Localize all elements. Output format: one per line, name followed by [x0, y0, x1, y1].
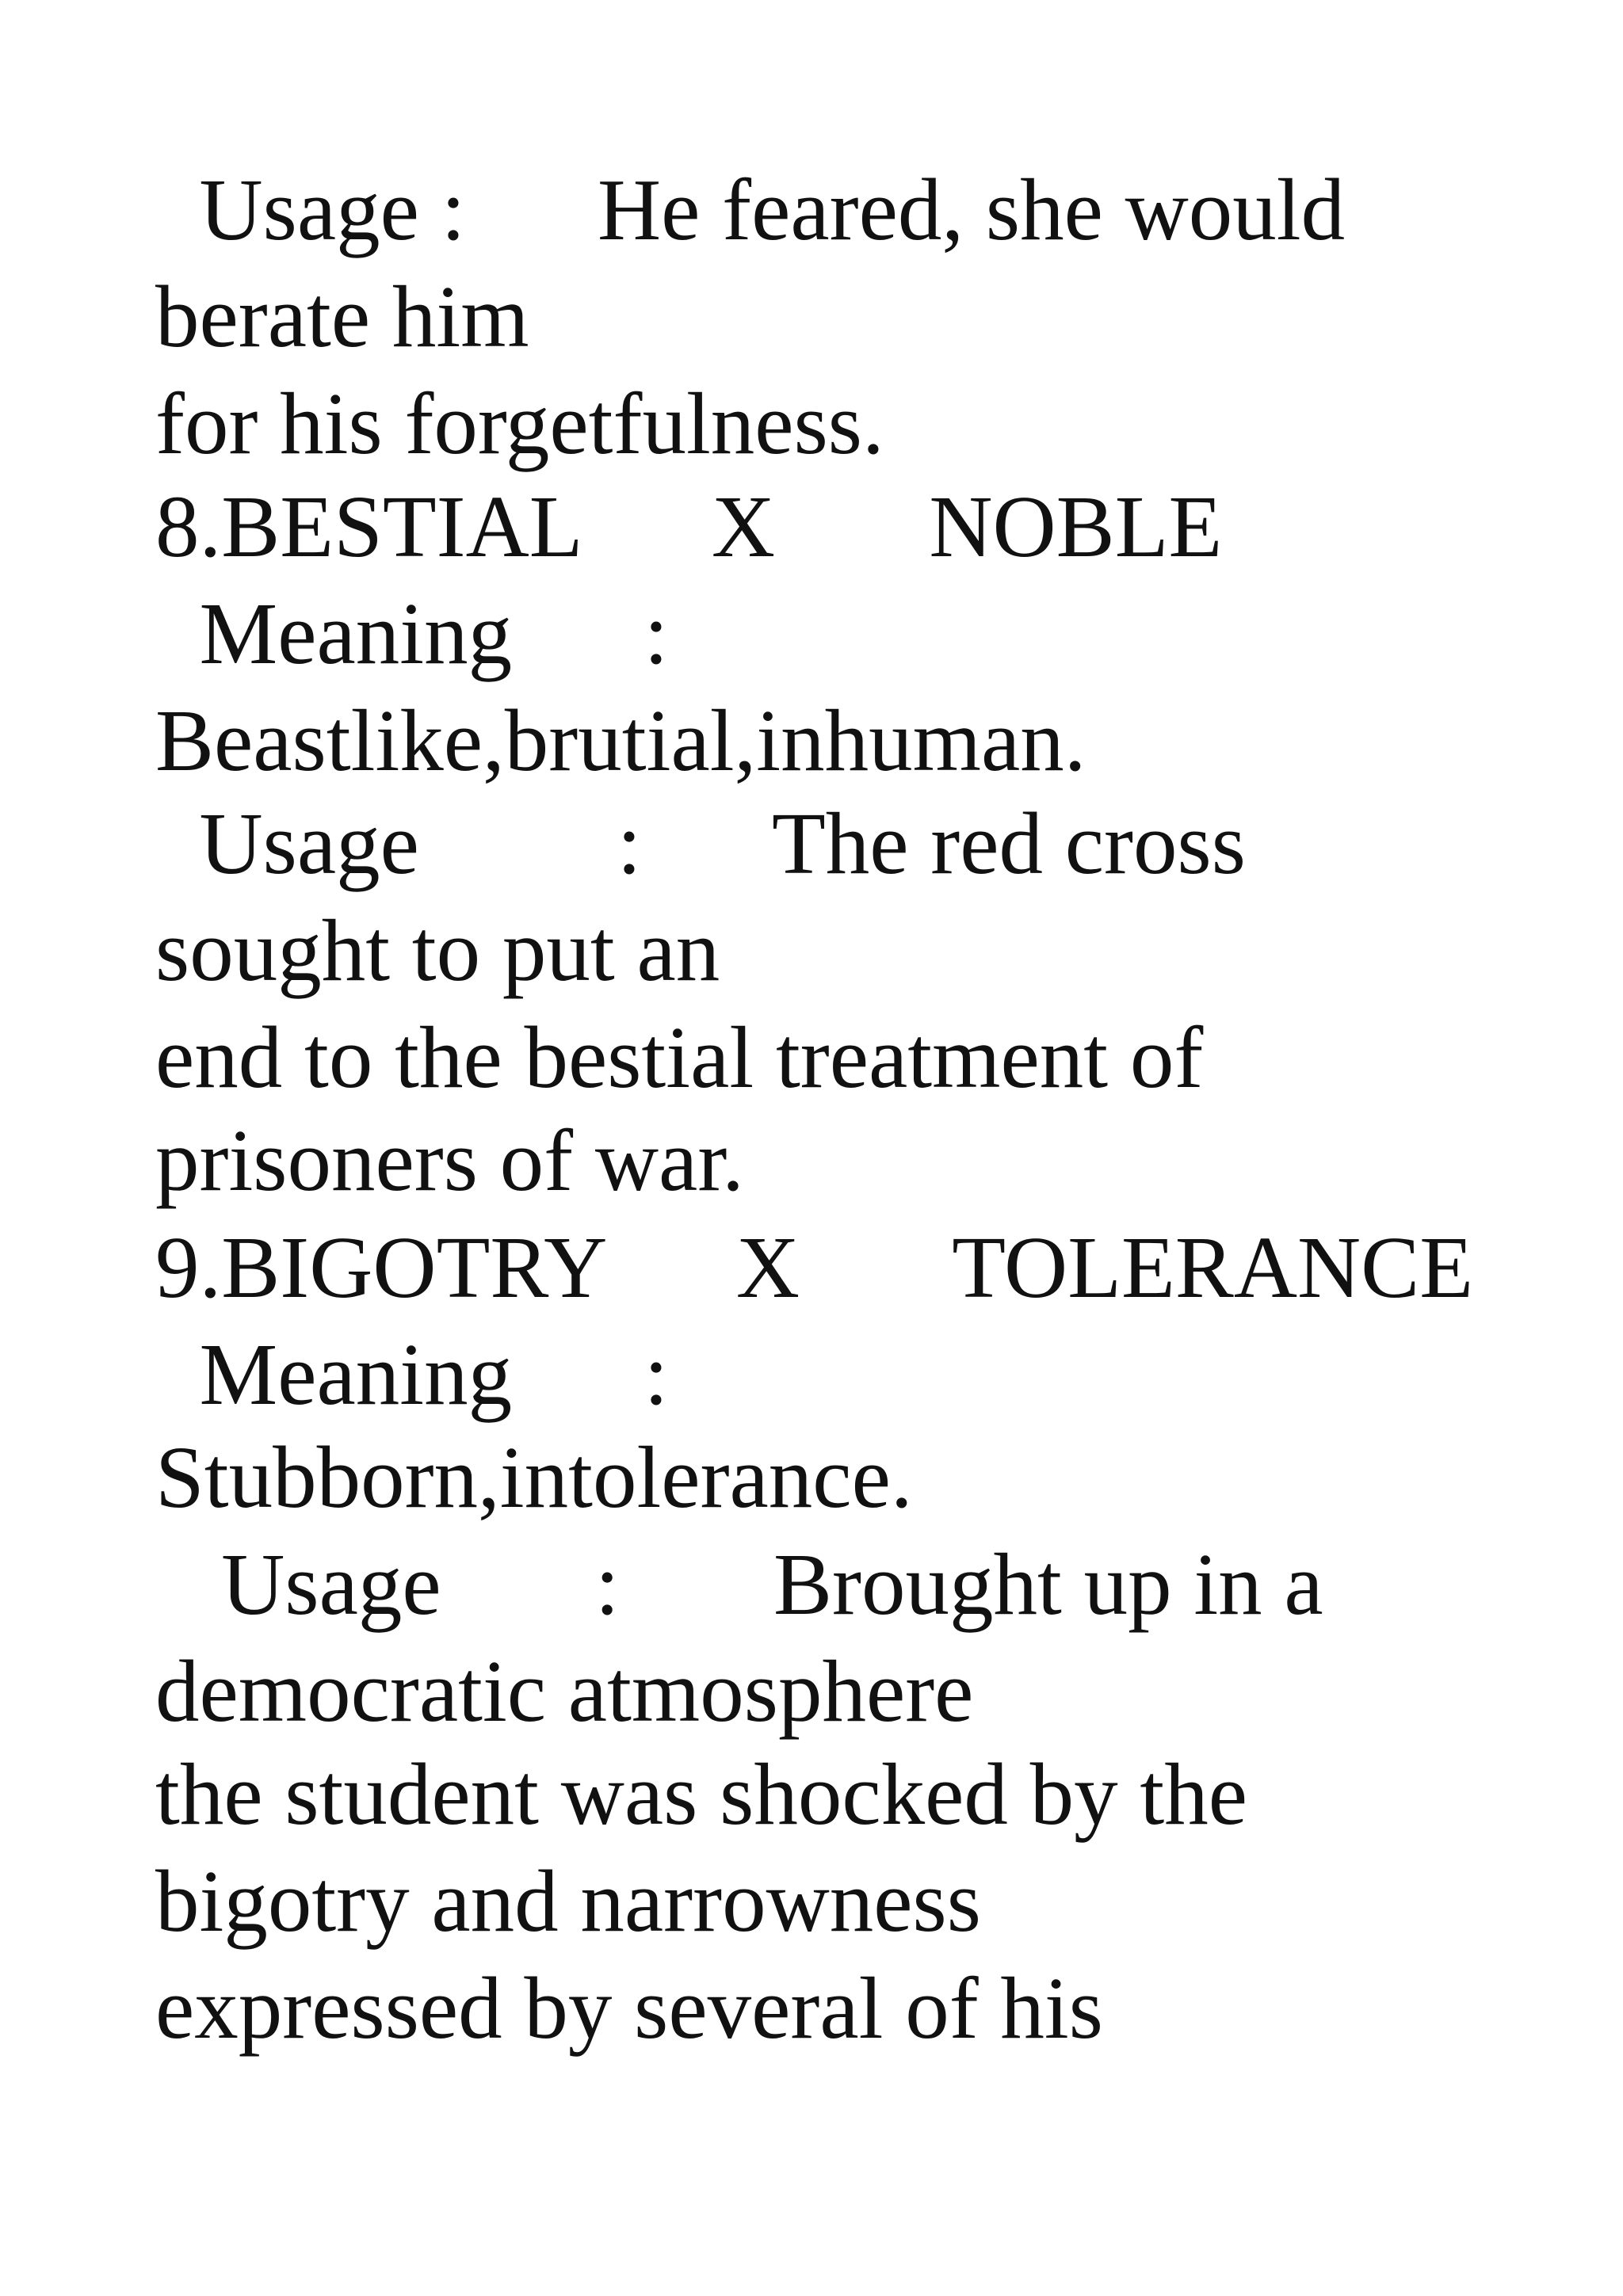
- text-line: end to the bestial treatment of: [155, 1009, 1204, 1107]
- text-line: sought to put an: [155, 902, 720, 1000]
- text-line: for his forgetfulness.: [155, 376, 884, 473]
- usage-line-bestial: Usage : The red cross: [155, 795, 1246, 893]
- meaning-text-bestial: Beastlike,brutial,inhuman.: [155, 692, 1086, 790]
- text-line-usage-berate: Usage : He feared, she would: [155, 162, 1346, 259]
- text-line: prisoners of war.: [155, 1112, 744, 1210]
- text-line: berate him: [155, 269, 529, 366]
- meaning-label: Meaning :: [155, 1326, 669, 1424]
- usage-line-bigotry: Usage : Brought up in a: [155, 1536, 1323, 1634]
- text-line: bigotry and narrowness: [155, 1853, 981, 1951]
- text-line: democratic atmosphere: [155, 1643, 974, 1741]
- text-line: expressed by several of his: [155, 1960, 1103, 2058]
- text-line: the student was shocked by the: [155, 1746, 1247, 1844]
- meaning-label: Meaning :: [155, 585, 669, 683]
- meaning-text-bigotry: Stubborn,intolerance.: [155, 1429, 913, 1527]
- entry-heading-bigotry: 9.BIGOTRY X TOLERANCE: [155, 1219, 1473, 1317]
- entry-heading-bestial: 8.BESTIAL X NOBLE: [155, 479, 1223, 576]
